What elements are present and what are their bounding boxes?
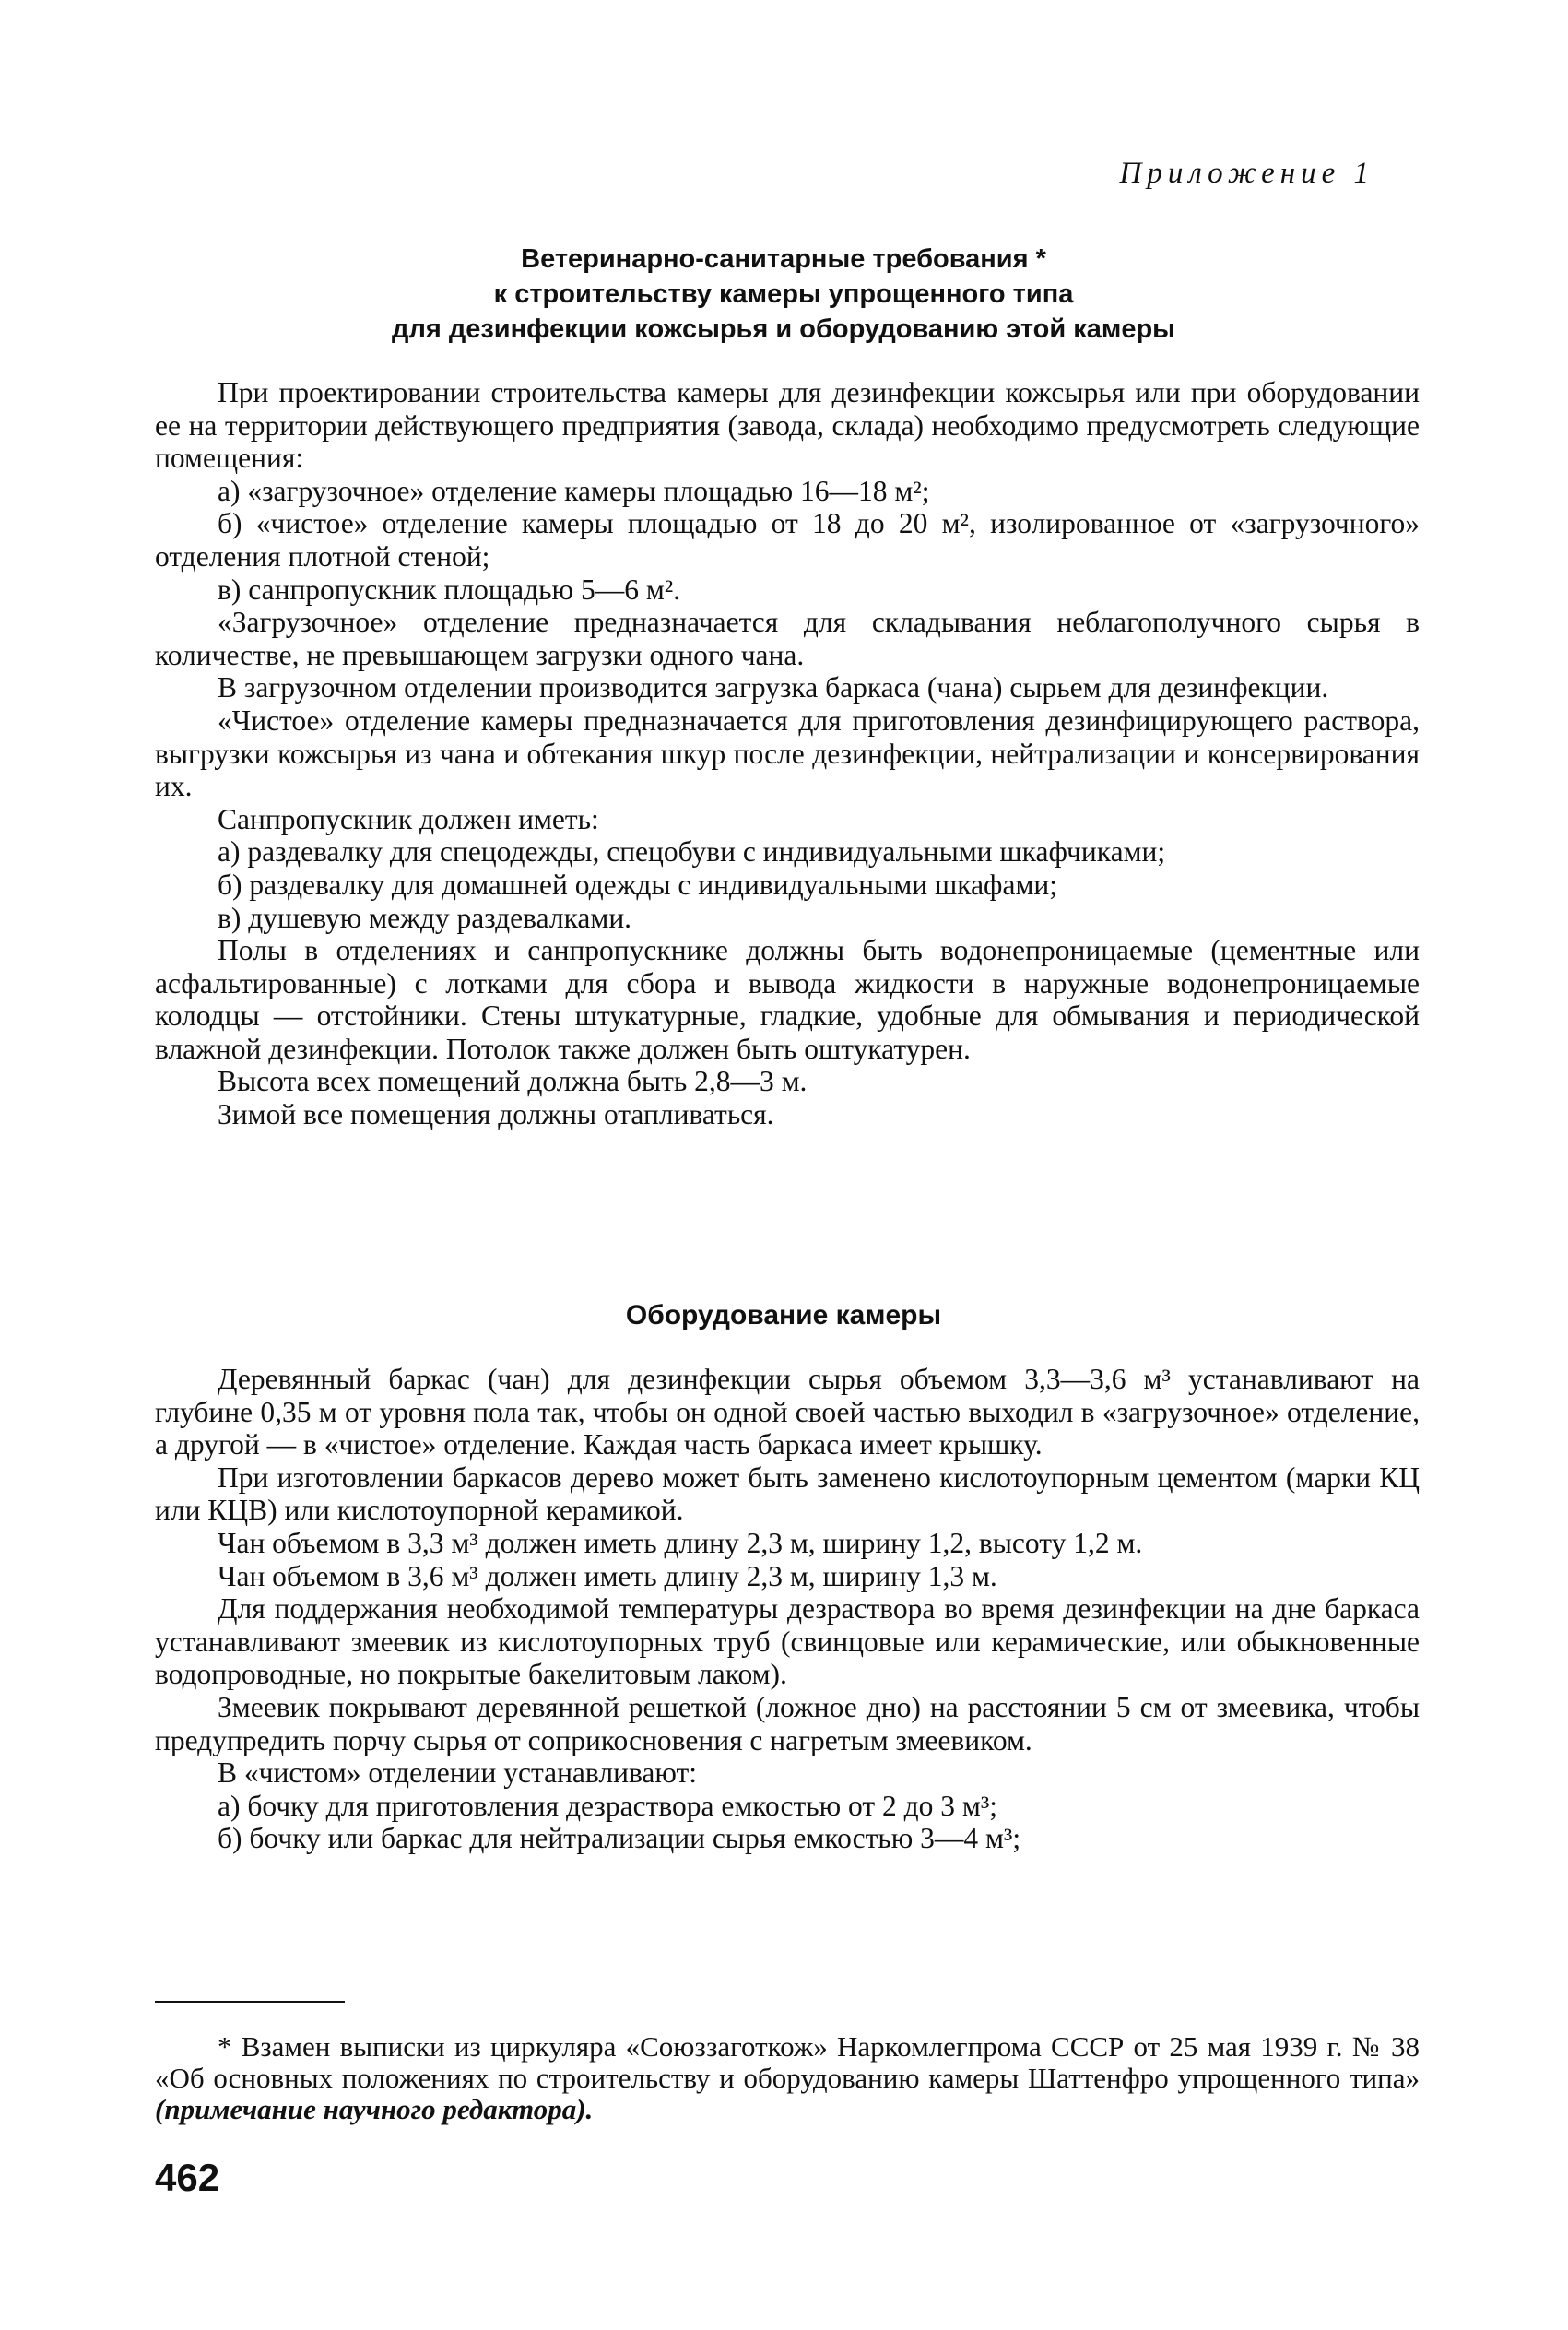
list-item: в) душевую между раздевалками. [218,901,632,934]
paragraph: Чан объемом в 3,3 м³ должен иметь длину 2,3 м, ширину 1,2, высоту 1,2 м. [218,1526,1143,1559]
section-equipment [155,1363,1420,1855]
paragraph: Чан объемом в 3,6 м³ должен иметь длину 2,3 м, ширину 1,3 м. [218,1559,997,1592]
title-line-3: для дезинфекции кожсырья и оборудованию этой камеры [392,314,1175,344]
footnote-divider [155,2001,345,2003]
page-number: 462 [155,2156,220,2199]
document-title [147,242,1420,347]
footnote [155,2031,1420,2125]
footnote-body: * Взамен выписки из циркуляра «Союззаготкож» Наркомлегпрома СССР от 25 мая 1939 г. № 38 «Об основных положениях по строительству и оборудованию камеры Шаттенфро упрощенного типа» [155,2030,1420,2094]
footnote-text [155,2031,1420,2125]
title-line-2: к строительству камеры упрощенного типа [493,279,1074,309]
paragraph: При изготовлении баркасов дерево может быть заменено кислотоупорным цементом (марки КЦ или КЦВ) или кислотоупорной керамикой. [155,1461,1420,1527]
paragraph: При проектировании строительства камеры для дезинфекции кожсырья или при оборудовании ее на территории действующего предприятия (завода, склада) необходимо предусмотреть следующие помещения: [155,376,1420,475]
appendix-label: Приложение 1 [1119,157,1374,190]
list-item: б) раздевалку для домашней одежды с индивидуальными шкафами; [218,868,1057,901]
list-item: б) бочку или баркас для нейтрализации сырья емкостью 3—4 м³; [218,1822,1021,1855]
section-requirements [155,376,1420,1131]
paragraph: «Чистое» отделение камеры предназначается для приготовления дезинфицирующего раствора, выгрузки кожсырья из чана и обтекания шкур после дезинфекции, нейтрализации и консервирования их. [155,704,1420,803]
paragraph: Змеевик покрывают деревянной решеткой (ложное дно) на расстоянии 5 см от змеевика, чтобы предупредить порчу сырья от соприкосновения с нагретым змеевиком. [155,1690,1420,1756]
section-heading: Оборудование камеры [625,1300,942,1331]
paragraph: Высота всех помещений должна быть 2,8—3 м. [218,1065,808,1098]
paragraph: В «чистом» отделении устанавливают: [218,1756,698,1790]
paragraph: В загрузочном отделении производится загрузка баркаса (чана) сырьем для дезинфекции. [218,671,1329,704]
list-item: в) санпропускник площадью 5—6 м². [218,573,681,606]
paragraph: Санпропускник должен иметь: [218,802,599,835]
paragraph: Полы в отделениях и санпропускнике должны быть водонепроницаемые (цементные или асфальтированные) с лотками для сбора и вывода жидкости в наружные водонепроницаемые колодцы — отстойники. Стены штукатурные, гладкие, удобные для обмывания и периодической влажной дезинфекции. Потолок также должен быть оштукатурен. [155,934,1420,1065]
list-item: б) «чистое» отделение камеры площадью от 18 до 20 м², изолированное от «загрузочного» отделения плотной стеной; [155,507,1420,573]
title-line-1: Ветеринарно-санитарные требования * [521,244,1046,274]
paragraph: Для поддержания необходимой температуры дезраствора во время дезинфекции на дне баркаса устанавливают змеевик из кислотоупорных труб (свинцовые или керамические, или обыкновенные водопроводные, но покрытые бакелитовым лаком). [155,1592,1420,1691]
list-item: а) бочку для приготовления дезраствора емкостью от 2 до 3 м³; [218,1789,998,1822]
list-item: а) раздевалку для спецодежды, спецобуви с индивидуальными шкафчиками; [218,835,1166,869]
footnote-editor-note: (примечание научного редактора). [155,2093,594,2125]
paragraph: Деревянный баркас (чан) для дезинфекции сырья объемом 3,3—3,6 м³ устанавливают на глубине 0,35 м от уровня пола так, чтобы он одной своей частью выходил в «загрузочное» отделение, а другой — в «чистое» отделение. Каждая часть баркаса имеет крышку. [155,1363,1420,1461]
list-item: а) «загрузочное» отделение камеры площадью 16—18 м²; [218,474,930,507]
paragraph: Зимой все помещения должны отапливаться. [218,1098,774,1131]
paragraph: «Загрузочное» отделение предназначается для складывания неблагополучного сырья в количестве, не превышающем загрузки одного чана. [155,606,1420,671]
